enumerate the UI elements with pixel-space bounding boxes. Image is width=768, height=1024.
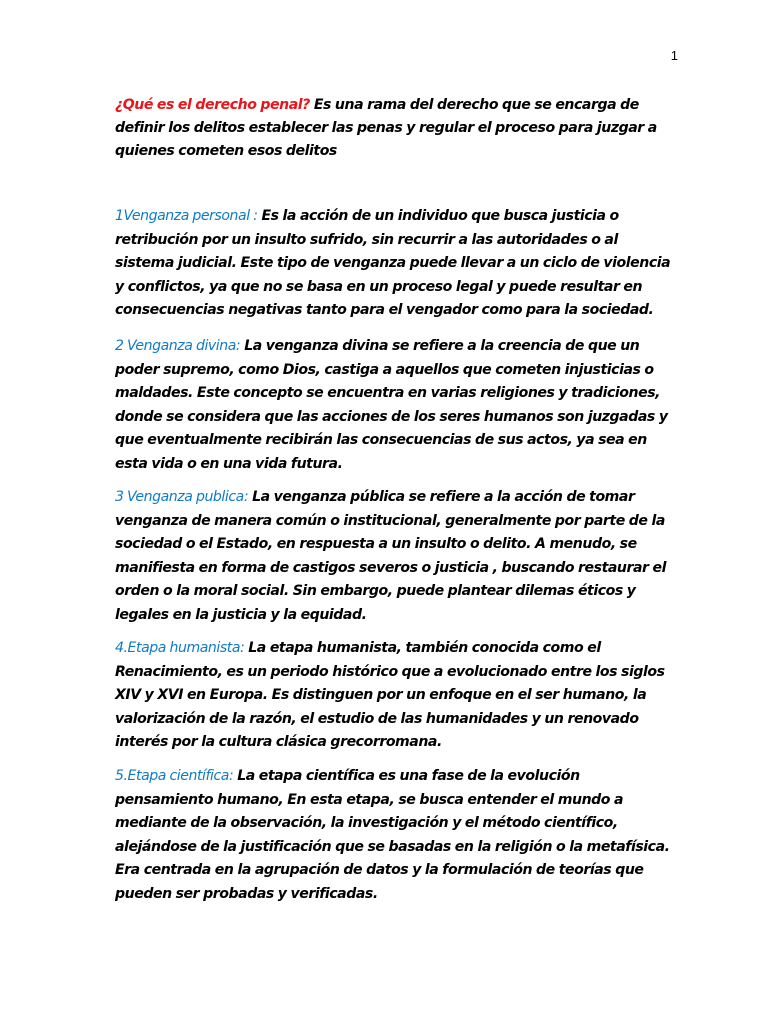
section-text	[115, 486, 677, 628]
section-etapa-cientifica	[115, 765, 677, 907]
section-heading: 3 Venganza publica:	[115, 489, 249, 505]
section-heading: 4.Etapa humanista:	[115, 640, 245, 656]
section-text	[115, 205, 677, 323]
section-heading: 1Venganza personal :	[115, 208, 258, 224]
section-text	[115, 335, 677, 477]
section-body: La venganza divina se refiere a la creencia de que un poder supremo, como Dios, castiga a aquellos que cometen injusticias o maldades. Este concepto se encuentra en varias religiones y tradiciones, donde se considera que las acciones de los seres humanos son juzgadas y que eventualmente recibirán las consecuencias de sus actos, ya sea en esta vida o en una vida futura.	[115, 338, 668, 472]
section-venganza-publica	[115, 486, 677, 628]
section-text	[115, 637, 677, 755]
section-venganza-personal	[115, 205, 677, 323]
section-text	[115, 765, 677, 907]
section-venganza-divina	[115, 335, 677, 477]
section-body: Es la acción de un individuo que busca justicia o retribución por un insulto sufrido, sin recurrir a las autoridades o al sistema judicial. Este tipo de venganza puede llevar a un ciclo de violencia y conflictos, ya que no se basa en un proceso legal y puede resultar en consecuencias negativas tanto para el vengador como para la sociedad.	[115, 208, 671, 319]
page-number: 1	[670, 48, 678, 63]
section-body: La venganza pública se refiere a la acción de tomar venganza de manera común o institucional, generalmente por parte de la sociedad o el Estado, en respuesta a un insulto o delito. A menudo, se manifiesta en forma de castigos severos o justicia , buscando restaurar el orden o la moral social. Sin embargo, puede plantear dilemas éticos y legales en la justicia y la equidad.	[115, 489, 667, 623]
section-body: La etapa humanista, también conocida como el Renacimiento, es un periodo histórico que a evolucionado entre los siglos XIV y XVI en Europa. Es distinguen por un enfoque en el ser humano, la valorización de la razón, el estudio de las humanidades y un renovado interés por la cultura clásica grecorromana.	[115, 640, 665, 751]
section-heading: 2 Venganza divina:	[115, 338, 241, 354]
section-heading: 5.Etapa científica:	[115, 768, 234, 784]
intro-body: Es una rama del derecho que se encarga de definir los delitos establecer las penas y regular el proceso para juzgar a quienes cometen esos delitos	[115, 97, 657, 160]
section-etapa-humanista	[115, 637, 677, 755]
section-body: La etapa científica es una fase de la evolución pensamiento humano, En esta etapa, se busca entender el mundo a mediante de la observación, la investigación y el método científico, alejándose de la justificación que se basadas en la religión o la metafísica. Era centrada en la agrupación de datos y la formulación de teorías que pueden ser probadas y verificadas.	[115, 768, 670, 902]
intro-paragraph	[115, 94, 677, 164]
intro-heading: ¿Qué es el derecho penal?	[115, 97, 310, 113]
intro-text	[115, 94, 677, 164]
